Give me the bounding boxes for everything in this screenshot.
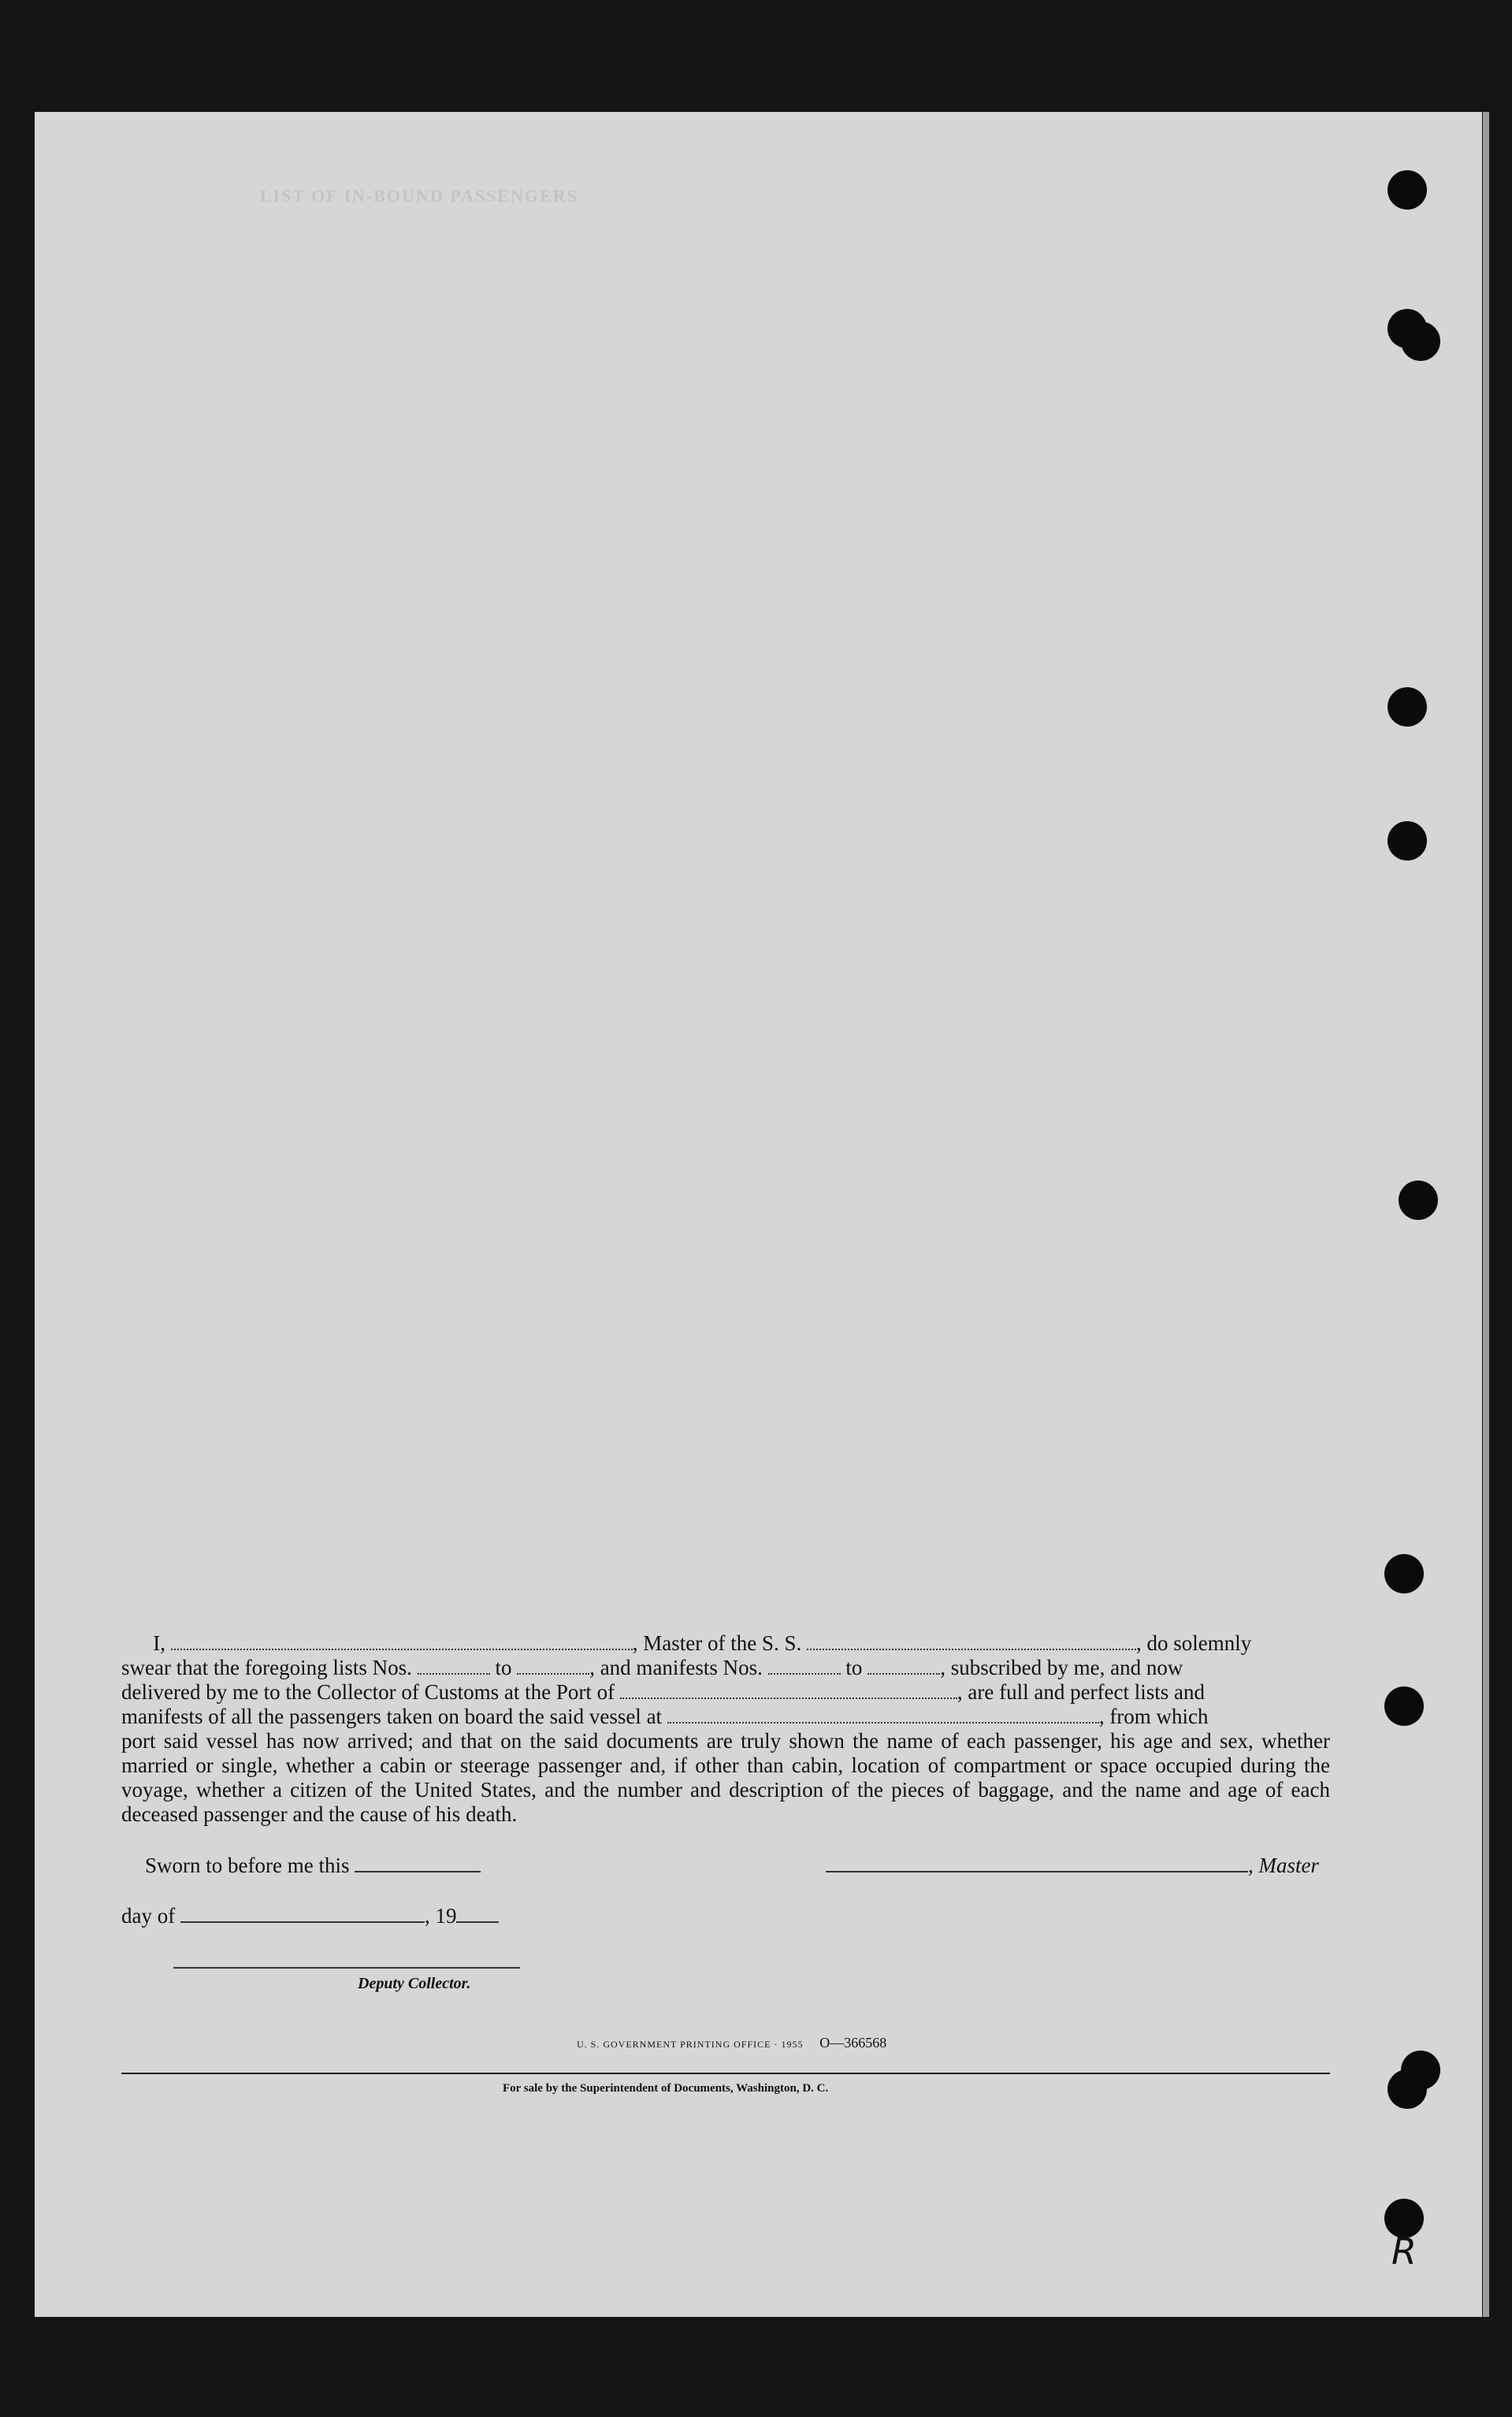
punch-hole [1384, 1554, 1424, 1593]
departure-port-blank[interactable] [667, 1706, 1099, 1724]
punch-hole [1388, 170, 1427, 210]
printing-office-label: U. S. GOVERNMENT PRINTING OFFICE · 1955 [577, 2039, 804, 2050]
punch-hole [1388, 2069, 1427, 2109]
page-edge [1483, 112, 1489, 2317]
master-of-ss-label: , Master of the S. S. [632, 1631, 802, 1655]
to-label: to [845, 1656, 863, 1679]
print-number: O—366568 [819, 2035, 887, 2051]
lists-nos-label: swear that the foregoing lists Nos. [121, 1656, 412, 1679]
subscribed-label: , subscribed by me, and now [940, 1656, 1183, 1679]
oath-paragraph [121, 1631, 1330, 1827]
full-perfect-label: , are full and perfect lists and [957, 1680, 1206, 1704]
handwritten-initial: R [1391, 2230, 1417, 2273]
printing-office-line [577, 2028, 886, 2053]
punch-hole [1399, 1181, 1438, 1220]
oath-body-text: port said vessel has now arrived; and that on the said documents are truly shown the name of each passenger, his age and sex, whether married or single, whether a cabin or steerage passenger and, if other than cabin, location of compartment or space occupied during the voyage, whether a citizen of the United States, and the number and description of the pieces of baggage, and the name and age of each deceased passenger and the cause of his death. [121, 1729, 1330, 1826]
master-label: , Master [1248, 1854, 1319, 1877]
from-which-label: , from which [1098, 1705, 1209, 1728]
lists-from-blank[interactable] [418, 1657, 490, 1675]
sworn-label: Sworn to before me this [145, 1854, 350, 1877]
deputy-signature-line[interactable] [173, 1967, 520, 1969]
master-signature-blank[interactable] [826, 1857, 1248, 1872]
sworn-line [145, 1854, 481, 1878]
bleed-through-header: LIST OF IN-BOUND PASSENGERS [260, 186, 578, 206]
punch-hole [1401, 322, 1440, 361]
punch-hole [1388, 687, 1427, 727]
deputy-collector-label: Deputy Collector. [358, 1975, 471, 1992]
year-label: , 19 [424, 1904, 457, 1928]
manifests-nos-label: , and manifests Nos. [589, 1656, 763, 1679]
sworn-day-blank[interactable] [355, 1857, 481, 1872]
port-blank[interactable] [620, 1682, 957, 1699]
taken-on-board-label: manifests of all the passengers taken on board the said vessel at [121, 1705, 663, 1728]
port-of-label: delivered by me to the Collector of Customs at the Port of [121, 1680, 615, 1704]
year-blank[interactable] [456, 1907, 499, 1923]
vessel-name-blank[interactable] [807, 1633, 1136, 1650]
day-of-label: day of [121, 1904, 176, 1928]
day-of-line [121, 1904, 499, 1928]
manifests-from-blank[interactable] [768, 1657, 841, 1675]
master-signature-line [826, 1854, 1319, 1878]
manifests-to-blank[interactable] [867, 1657, 940, 1675]
month-blank[interactable] [180, 1907, 425, 1923]
punch-hole [1384, 1686, 1424, 1726]
do-solemnly-label: , do solemnly [1135, 1631, 1252, 1655]
to-label: to [495, 1656, 512, 1679]
document-page [35, 112, 1482, 2317]
punch-hole [1388, 821, 1427, 861]
master-name-blank[interactable] [171, 1633, 633, 1650]
lists-to-blank[interactable] [517, 1657, 589, 1675]
oath-i: I, [153, 1631, 165, 1655]
for-sale-text: For sale by the Superintendent of Documents, Washington, D. C. [503, 2082, 829, 2095]
footer-rule [121, 2073, 1330, 2074]
